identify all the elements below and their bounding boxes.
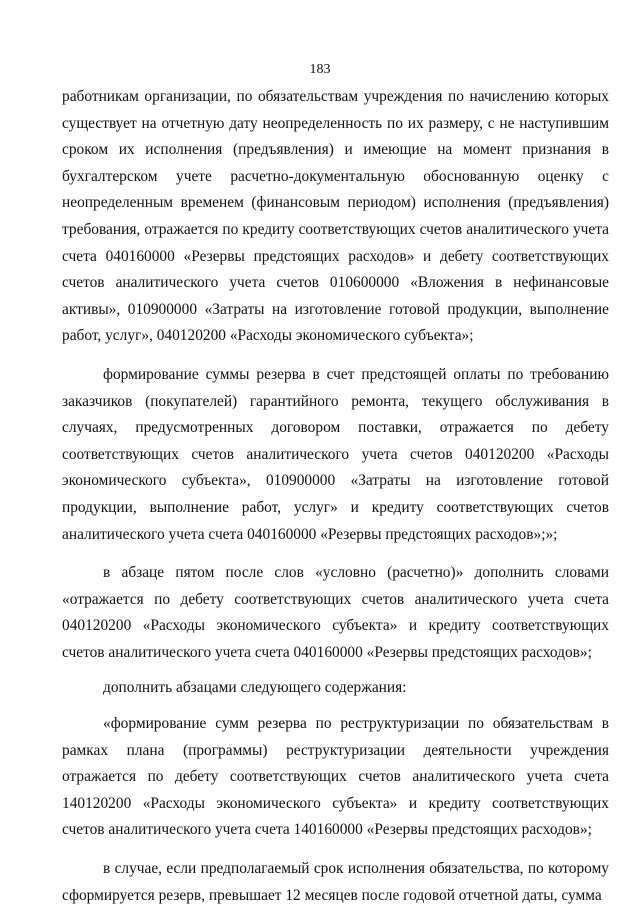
paragraph-warranty-reserve: формирование суммы резерва в счет предстоящей оплаты по требованию заказчиков (покупателей) гарантийного ремонта, текущего обслуживания в случаях, предусмотренных договором поставки, отражается по дебету соответствующих счетов аналитического учета счетов 040120200 «Расходы экономического субъекта», 010900000 «Затраты на изготовление готовой продукции, выполнение работ, услуг» и кредиту соответствующих счетов аналитического учета счета 040160000 «Резервы предстоящих расходов»;»; bbox=[62, 365, 609, 543]
paragraph-restructuring-reserve: «формирование сумм резерва по реструктуризации по обязательствам в рамках плана (программы) реструктуризации деятельности учреждения отражается по дебету соответствующих счетов аналитического учета счета 140120200 «Расходы экономического субъекта» и кредиту соответствующих счетов аналитического учета счета 140160000 «Резервы предстоящих расходов»; bbox=[62, 715, 609, 839]
page-number: 183 bbox=[309, 62, 331, 77]
paragraph-long-term-reserve: в случае, если предполагаемый срок исполнения обязательства, по которому сформируется резерв, превышает 12 месяцев после годовой отчетной даты, сумма bbox=[62, 860, 609, 904]
paragraph-continuation: работникам организации, по обязательствам учреждения по начислению которых существует на отчетную дату неопределенность по их размеру, с не наступившим сроком их исполнения (предъявления) и имеющие на момент признания в бухгалтерском учете расчетно-документальную обоснованную оценку с неопределенным временем (финансовым периодом) исполнения (предъявления) требования, отражается по кредиту соответствующих счетов аналитического учета счета 040160000 «Резервы предстоящих расходов» и дебету соответствующих счетов аналитического учета счетов 010600000 «Вложения в нефинансовые активы», 010900000 «Затраты на изготовление готовой продукции, выполнение работ, услуг», 040120200 «Расходы экономического субъекта»; bbox=[62, 88, 609, 345]
document-body bbox=[62, 84, 609, 909]
paragraph-amendment-fifth: в абзаце пятом после слов «условно (расчетно)» дополнить словами «отражается по дебету соответствующих счетов аналитического учета счета 040120200 «Расходы экономического субъекта» и кредиту соответствующих счетов аналитического учета счета 040160000 «Резервы предстоящих расходов»; bbox=[62, 564, 609, 661]
paragraph-add-intro: дополнить абзацами следующего содержания: bbox=[103, 679, 407, 697]
